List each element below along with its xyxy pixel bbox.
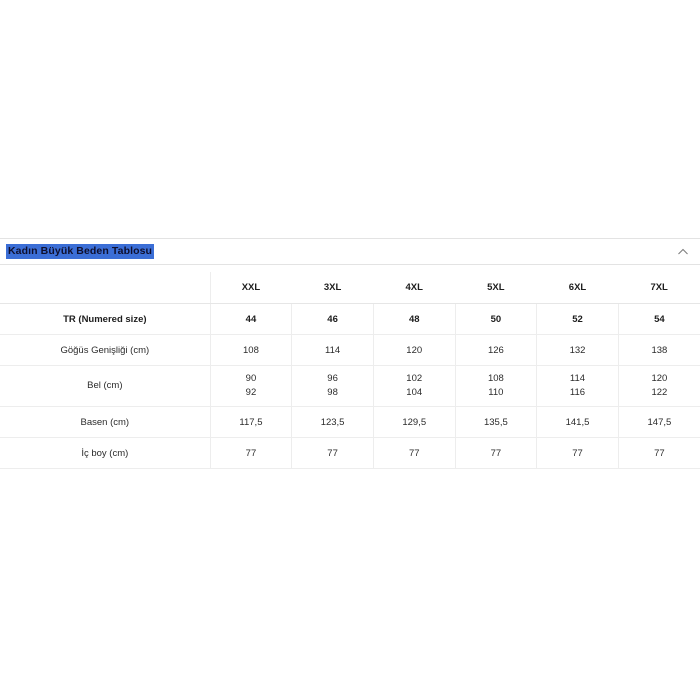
column-header: 5XL bbox=[455, 272, 537, 304]
chevron-up-icon[interactable] bbox=[676, 245, 690, 259]
row-value: 77 bbox=[292, 438, 374, 469]
column-header: XXL bbox=[210, 272, 292, 304]
row-value bbox=[292, 366, 374, 407]
table-header-row bbox=[0, 272, 700, 304]
row-value bbox=[373, 366, 455, 407]
column-header: 4XL bbox=[373, 272, 455, 304]
row-value-bottom: 92 bbox=[245, 387, 257, 398]
row-label: TR (Numered size) bbox=[0, 304, 210, 335]
table-row bbox=[0, 335, 700, 366]
row-label: İç boy (cm) bbox=[0, 438, 210, 469]
row-value: 50 bbox=[455, 304, 537, 335]
row-value: 147,5 bbox=[618, 407, 700, 438]
row-value: 132 bbox=[537, 335, 619, 366]
row-value bbox=[618, 366, 700, 407]
row-value: 141,5 bbox=[537, 407, 619, 438]
size-table bbox=[0, 272, 700, 469]
row-value-bottom: 122 bbox=[651, 387, 668, 398]
row-value-top: 102 bbox=[406, 373, 423, 385]
section-title: Kadın Büyük Beden Tablosu bbox=[8, 245, 153, 257]
row-label: Basen (cm) bbox=[0, 407, 210, 438]
row-value: 108 bbox=[210, 335, 292, 366]
row-value bbox=[455, 366, 537, 407]
row-label: Bel (cm) bbox=[0, 366, 210, 407]
row-value: 138 bbox=[618, 335, 700, 366]
row-value-top: 108 bbox=[487, 373, 504, 385]
row-value: 77 bbox=[210, 438, 292, 469]
row-value-bottom: 110 bbox=[488, 387, 504, 398]
table-row bbox=[0, 438, 700, 469]
row-value: 77 bbox=[537, 438, 619, 469]
row-value: 52 bbox=[537, 304, 619, 335]
row-value: 120 bbox=[373, 335, 455, 366]
row-value: 129,5 bbox=[373, 407, 455, 438]
row-value bbox=[537, 366, 619, 407]
row-value: 54 bbox=[618, 304, 700, 335]
row-value: 77 bbox=[455, 438, 537, 469]
row-value: 46 bbox=[292, 304, 374, 335]
table-row bbox=[0, 304, 700, 335]
row-value: 114 bbox=[292, 335, 374, 366]
table-corner-cell bbox=[0, 272, 210, 304]
row-value: 126 bbox=[455, 335, 537, 366]
row-label: Göğüs Genişliği (cm) bbox=[0, 335, 210, 366]
size-chart-section-header[interactable] bbox=[0, 238, 700, 265]
row-value-bottom: 116 bbox=[569, 387, 586, 398]
column-header: 6XL bbox=[537, 272, 619, 304]
row-value-top: 114 bbox=[569, 373, 586, 385]
row-value: 44 bbox=[210, 304, 292, 335]
row-value-top: 120 bbox=[651, 373, 668, 385]
row-value: 123,5 bbox=[292, 407, 374, 438]
column-header: 3XL bbox=[292, 272, 374, 304]
row-value: 77 bbox=[618, 438, 700, 469]
row-value-top: 90 bbox=[245, 373, 257, 385]
row-value: 135,5 bbox=[455, 407, 537, 438]
row-value bbox=[210, 366, 292, 407]
table-row bbox=[0, 366, 700, 407]
row-value-top: 96 bbox=[327, 373, 338, 385]
column-header: 7XL bbox=[618, 272, 700, 304]
row-value-bottom: 98 bbox=[327, 387, 338, 398]
row-value: 77 bbox=[373, 438, 455, 469]
row-value: 117,5 bbox=[210, 407, 292, 438]
row-value: 48 bbox=[373, 304, 455, 335]
row-value-bottom: 104 bbox=[406, 387, 423, 398]
table-row bbox=[0, 407, 700, 438]
